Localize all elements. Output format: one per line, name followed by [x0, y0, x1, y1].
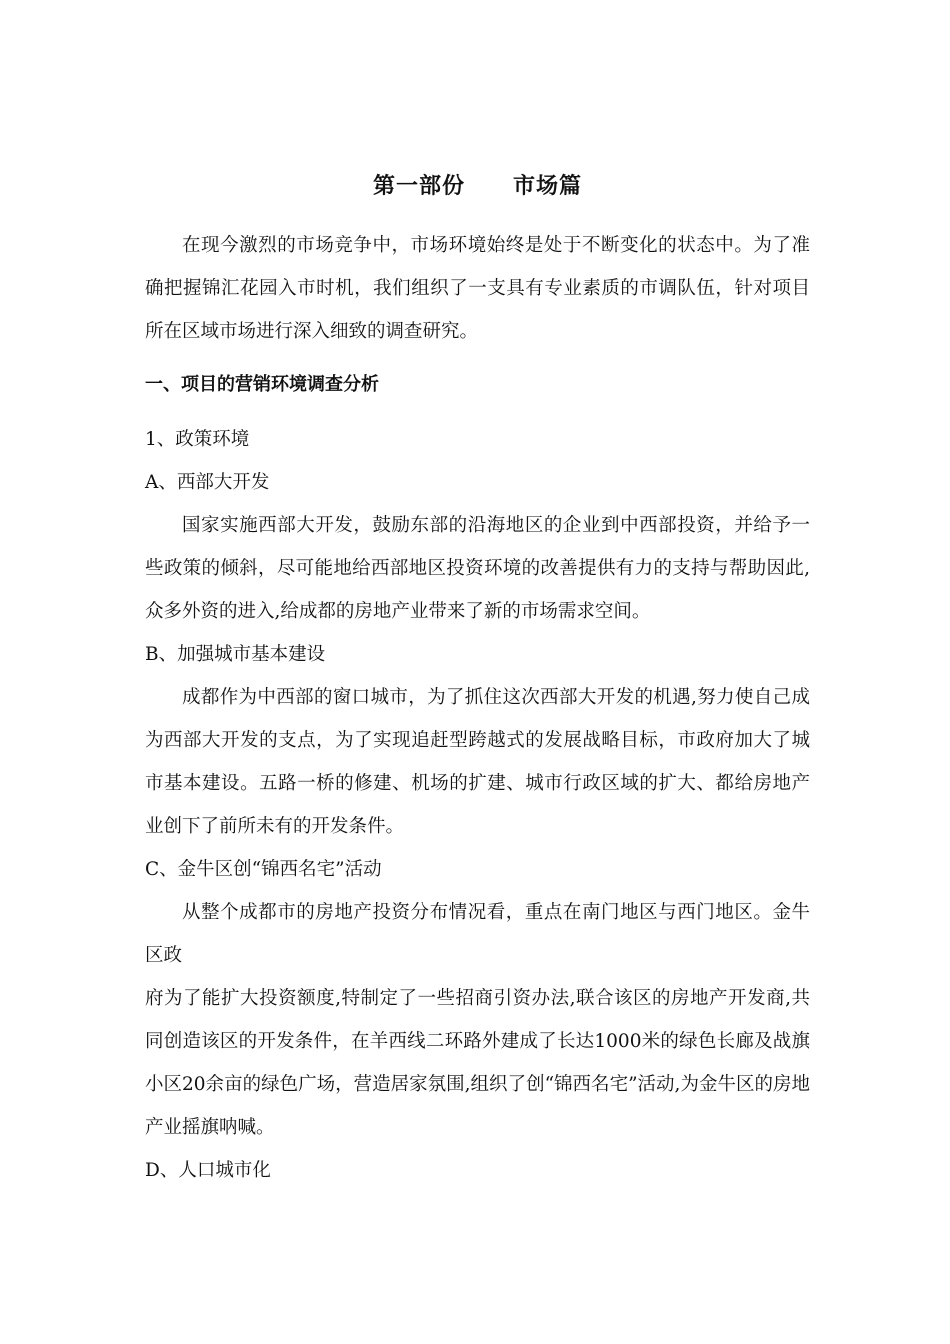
item-c-paragraph-1: 从整个成都市的房地产投资分布情况看，重点在南门地区与西门地区。金牛区政 [145, 902, 810, 966]
item-c-heading: C、金牛区创“锦西名宅”活动 [145, 859, 382, 880]
title-part: 第一部份 [372, 174, 465, 199]
item-b-paragraph: 成都作为中西部的窗口城市，为了抓住这次西部大开发的机遇,努力使自己成为西部大开发的支点，为了实现追赶型跨越式的发展战略目标，市政府加大了城市基本建设。五路一桥的修建、机场的扩建、城市行政区域的扩大、都给房地产业创下了前所未有的开发条件。 [145, 687, 810, 837]
page-title [145, 170, 810, 204]
section-heading: 一、项目的营销环境调查分析 [145, 374, 379, 395]
document-body [145, 170, 810, 1192]
title-name: 市场篇 [513, 174, 583, 199]
item-a-paragraph: 国家实施西部大开发，鼓励东部的沿海地区的企业到中西部投资，并给予一些政策的倾斜，尽可能地给西部地区投资环境的改善提供有力的支持与帮助因此,众多外资的进入,给成都的房地产业带来了新的市场需求空间。 [145, 515, 810, 622]
item-c-paragraph-2: 府为了能扩大投资额度,特制定了一些招商引资办法,联合该区的房地产开发商,共同创造该区的开发条件，在羊西线二环路外建成了长达1000米的绿色长廊及战旗小区20余亩的绿色广场，营造居家氛围,组织了创“锦西名宅”活动,为金牛区的房地产业摇旗呐喊。 [145, 988, 810, 1138]
item-b-heading: B、加强城市基本建设 [145, 644, 326, 665]
intro-paragraph: 在现今激烈的市场竞争中，市场环境始终是处于不断变化的状态中。为了准确把握锦汇花园入市时机，我们组织了一支具有专业素质的市调队伍，针对项目所在区域市场进行深入细致的调查研究。 [145, 235, 810, 342]
subsection-policy-heading: 1、政策环境 [145, 429, 250, 450]
item-a-heading: A、西部大开发 [145, 472, 270, 493]
item-d-heading: D、人口城市化 [145, 1160, 271, 1181]
